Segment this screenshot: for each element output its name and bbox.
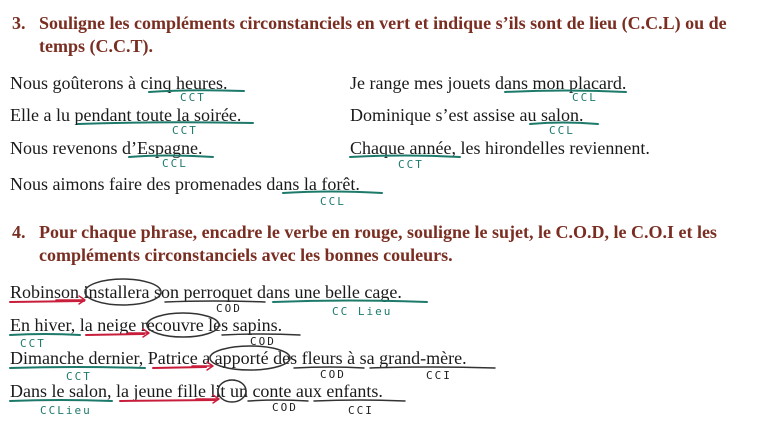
ex4-label-cod-3: COD: [320, 368, 346, 381]
ex4-label-cci-1: CCI: [426, 369, 452, 382]
ex4-label-cct-2: CCT: [66, 370, 92, 383]
ex4-sentence-4: Dans le salon, la jeune fille lit un conte aux enfants.: [10, 381, 383, 401]
ex3-label-ccl-4: CCL: [549, 124, 575, 137]
ex3-sentence-6: Dominique s’est assise au salon.: [350, 105, 584, 125]
ex3-label-cct-2: CCT: [172, 124, 198, 137]
exercise-3-text: Souligne les compléments circonstanciels en vert et indique s’ils sont de lieu (C.C.L) ou de temps (C.C.T).: [39, 13, 727, 56]
exercise-3-number: 3.: [12, 13, 26, 33]
ex3-label-ccl-2: CCL: [320, 195, 346, 208]
ex4-label-cod-2: COD: [250, 335, 276, 348]
ex3-sentence-2: Elle a lu pendant toute la soirée.: [10, 105, 242, 125]
exercise-4-instruction: [12, 221, 757, 267]
ex4-sentence-1: Robinson installera son perroquet dans une belle cage.: [10, 282, 402, 302]
exercise-4-text: Pour chaque phrase, encadre le verbe en rouge, souligne le sujet, le C.O.D, le C.O.I et les compléments circonstanciels avec les bonnes couleurs.: [39, 222, 717, 265]
exercise-4-number: 4.: [12, 222, 26, 242]
ex4-sentence-3: Dimanche dernier, Patrice a apporté des fleurs à sa grand-mère.: [10, 348, 467, 368]
ex3-sentence-5: Je range mes jouets dans mon placard.: [350, 73, 627, 93]
ex4-label-cci-2: CCI: [348, 404, 374, 417]
ex3-sentence-1: Nous goûterons à cinq heures.: [10, 73, 228, 93]
ex3-sentence-3: Nous revenons d’Espagne.: [10, 138, 203, 158]
ex4-label-cc-lieu-1: CC Lieu: [332, 305, 393, 318]
ex4-label-cc-lieu-2: CCLieu: [40, 404, 92, 417]
ex4-label-cct-1: CCT: [20, 337, 46, 350]
ex3-sentence-7: Chaque année, les hirondelles reviennent.: [350, 138, 650, 158]
ex3-label-cct-3: CCT: [398, 158, 424, 171]
ex4-sentence-2: En hiver, la neige recouvre les sapins.: [10, 315, 283, 335]
ex4-label-cod-4: COD: [272, 401, 298, 414]
ex3-label-cct-1: CCT: [180, 91, 206, 104]
ex3-label-ccl-1: CCL: [162, 157, 188, 170]
ex3-sentence-4: Nous aimons faire des promenades dans la forêt.: [10, 174, 360, 194]
exercise-3-instruction: [12, 12, 757, 58]
ex3-label-ccl-3: CCL: [572, 91, 598, 104]
ex4-label-cod-1: COD: [216, 302, 242, 315]
